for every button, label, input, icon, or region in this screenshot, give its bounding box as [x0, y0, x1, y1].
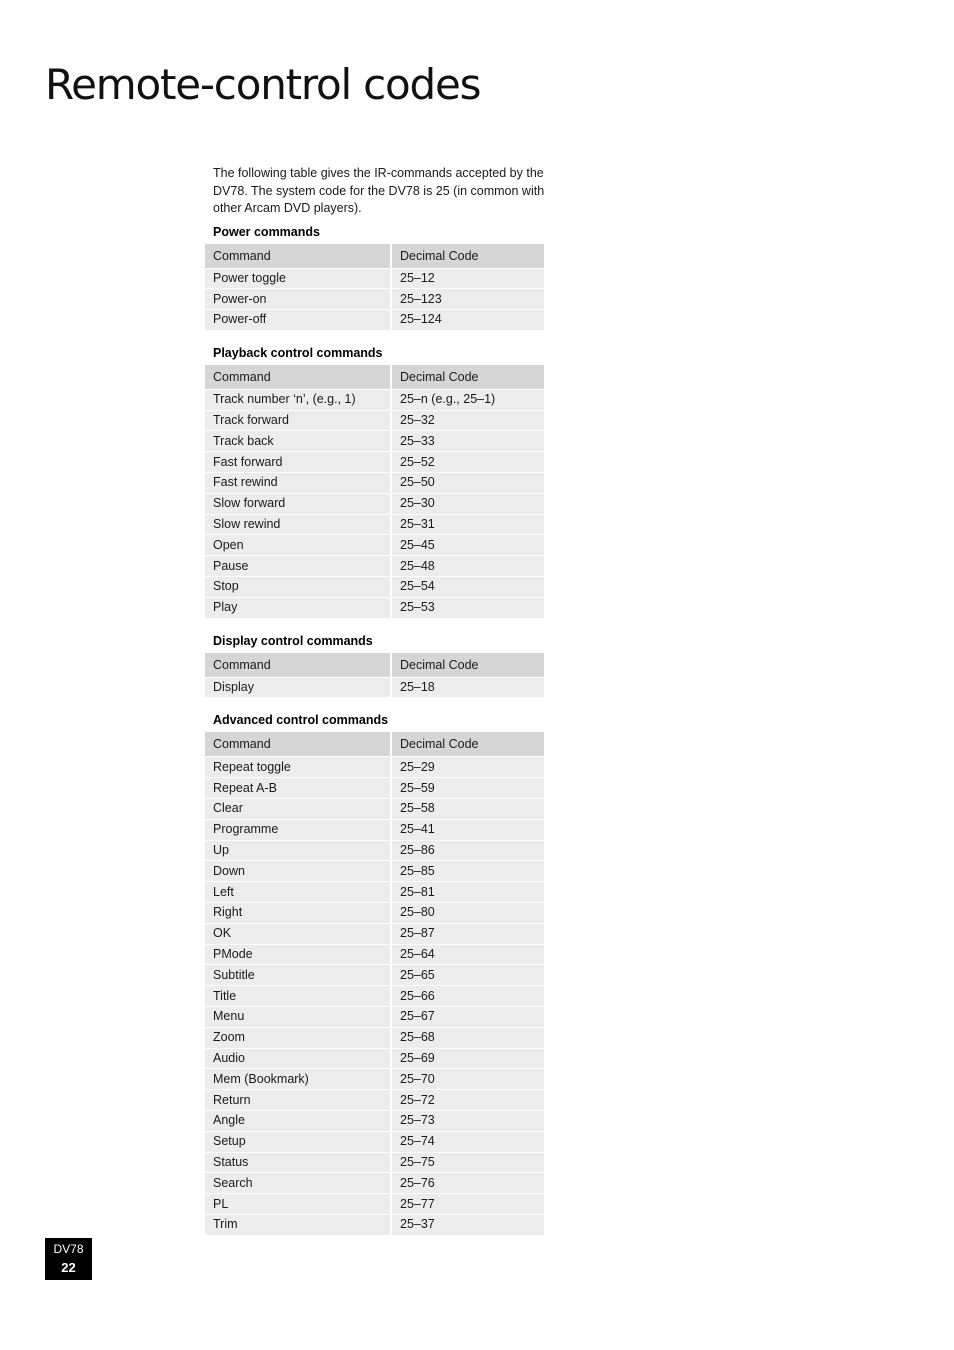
table-row — [205, 1048, 544, 1069]
command-section — [205, 712, 545, 1235]
code-cell: 25–66 — [391, 986, 544, 1007]
command-sections — [205, 224, 545, 1236]
table-row — [205, 410, 544, 431]
code-cell: 25–31 — [391, 514, 544, 535]
table-row — [205, 310, 544, 331]
command-cell: Return — [205, 1090, 391, 1111]
section-heading: Display control commands — [213, 633, 373, 648]
column-header-code: Decimal Code — [391, 732, 544, 757]
table-header-row — [205, 365, 544, 390]
command-cell: Display — [205, 677, 391, 698]
table-row — [205, 577, 544, 598]
column-header-code: Decimal Code — [391, 653, 544, 678]
command-cell: Power-off — [205, 310, 391, 331]
column-header-command: Command — [205, 653, 391, 678]
code-cell: 25–77 — [391, 1194, 544, 1215]
code-cell: 25–32 — [391, 410, 544, 431]
code-cell: 25–30 — [391, 493, 544, 514]
code-cell: 25–87 — [391, 923, 544, 944]
code-cell: 25–52 — [391, 452, 544, 473]
table-row — [205, 1173, 544, 1194]
table-row — [205, 1152, 544, 1173]
table-row — [205, 535, 544, 556]
code-cell: 25–41 — [391, 819, 544, 840]
section-heading: Power commands — [213, 224, 320, 239]
table-row — [205, 268, 544, 289]
command-cell: Zoom — [205, 1027, 391, 1048]
code-cell: 25–67 — [391, 1007, 544, 1028]
table-row — [205, 1027, 544, 1048]
table-row — [205, 819, 544, 840]
command-cell: Repeat A-B — [205, 778, 391, 799]
page-footer — [45, 1238, 92, 1280]
table-row — [205, 986, 544, 1007]
table-row — [205, 677, 544, 698]
code-cell: 25–50 — [391, 473, 544, 494]
command-table — [205, 653, 544, 699]
command-cell: Pause — [205, 556, 391, 577]
column-header-command: Command — [205, 244, 391, 269]
code-cell: 25–123 — [391, 289, 544, 310]
command-cell: PL — [205, 1194, 391, 1215]
code-cell: 25–58 — [391, 799, 544, 820]
command-cell: Status — [205, 1152, 391, 1173]
command-cell: Slow rewind — [205, 514, 391, 535]
code-cell: 25–86 — [391, 840, 544, 861]
code-cell: 25–75 — [391, 1152, 544, 1173]
code-cell: 25–68 — [391, 1027, 544, 1048]
table-row — [205, 473, 544, 494]
code-cell: 25–81 — [391, 882, 544, 903]
code-cell: 25–29 — [391, 757, 544, 778]
column-header-code: Decimal Code — [391, 244, 544, 269]
command-cell: Right — [205, 903, 391, 924]
code-cell: 25–74 — [391, 1131, 544, 1152]
command-cell: Track number ‘n’, (e.g., 1) — [205, 389, 391, 410]
table-row — [205, 389, 544, 410]
table-row — [205, 1111, 544, 1132]
command-cell: Track forward — [205, 410, 391, 431]
command-cell: Audio — [205, 1048, 391, 1069]
command-cell: Mem (Bookmark) — [205, 1069, 391, 1090]
intro-paragraph: The following table gives the IR-commands accepted by the DV78. The system code for the DV78 is 25 (in common with other Arcam DVD players). — [213, 166, 545, 215]
table-header-row — [205, 732, 544, 757]
table-row — [205, 493, 544, 514]
code-cell: 25–53 — [391, 597, 544, 618]
code-cell: 25–80 — [391, 903, 544, 924]
command-cell: Stop — [205, 577, 391, 598]
table-row — [205, 778, 544, 799]
command-section — [205, 633, 545, 699]
command-table — [205, 244, 544, 331]
table-header-row — [205, 653, 544, 678]
table-row — [205, 1214, 544, 1235]
table-row — [205, 1090, 544, 1111]
code-cell: 25–64 — [391, 944, 544, 965]
command-cell: Slow forward — [205, 493, 391, 514]
footer-model: DV78 — [53, 1242, 84, 1256]
command-cell: OK — [205, 923, 391, 944]
table-row — [205, 431, 544, 452]
table-row — [205, 289, 544, 310]
command-cell: Play — [205, 597, 391, 618]
code-cell: 25–45 — [391, 535, 544, 556]
table-row — [205, 1007, 544, 1028]
table-row — [205, 597, 544, 618]
page-number: 22 — [61, 1260, 76, 1275]
command-section — [205, 345, 545, 619]
table-row — [205, 799, 544, 820]
table-header-row — [205, 244, 544, 269]
code-cell: 25–72 — [391, 1090, 544, 1111]
table-row — [205, 923, 544, 944]
code-cell: 25–33 — [391, 431, 544, 452]
command-section — [205, 224, 545, 331]
column-header-command: Command — [205, 732, 391, 757]
command-cell: Trim — [205, 1214, 391, 1235]
command-cell: Repeat toggle — [205, 757, 391, 778]
command-cell: Setup — [205, 1131, 391, 1152]
table-row — [205, 944, 544, 965]
section-heading: Advanced control commands — [213, 713, 389, 728]
table-row — [205, 965, 544, 986]
table-row — [205, 882, 544, 903]
table-row — [205, 514, 544, 535]
command-table — [205, 732, 544, 1235]
code-cell: 25–54 — [391, 577, 544, 598]
code-cell: 25–48 — [391, 556, 544, 577]
table-row — [205, 1131, 544, 1152]
command-cell: Fast rewind — [205, 473, 391, 494]
command-cell: Down — [205, 861, 391, 882]
code-cell: 25–70 — [391, 1069, 544, 1090]
code-cell: 25–73 — [391, 1111, 544, 1132]
command-cell: Clear — [205, 799, 391, 820]
command-cell: Track back — [205, 431, 391, 452]
code-cell: 25–76 — [391, 1173, 544, 1194]
command-cell: Left — [205, 882, 391, 903]
section-heading: Playback control commands — [213, 345, 383, 360]
code-cell: 25–85 — [391, 861, 544, 882]
command-cell: Power-on — [205, 289, 391, 310]
command-cell: Menu — [205, 1007, 391, 1028]
code-cell: 25–37 — [391, 1214, 544, 1235]
code-cell: 25–65 — [391, 965, 544, 986]
command-cell: Fast forward — [205, 452, 391, 473]
code-cell: 25–n (e.g., 25–1) — [391, 389, 544, 410]
table-row — [205, 1069, 544, 1090]
code-cell: 25–124 — [391, 310, 544, 331]
code-cell: 25–59 — [391, 778, 544, 799]
table-row — [205, 861, 544, 882]
page-title: Remote-control codes — [45, 60, 481, 109]
command-cell: Subtitle — [205, 965, 391, 986]
command-cell: Up — [205, 840, 391, 861]
command-cell: PMode — [205, 944, 391, 965]
table-row — [205, 757, 544, 778]
command-cell: Programme — [205, 819, 391, 840]
command-cell: Title — [205, 986, 391, 1007]
command-cell: Angle — [205, 1111, 391, 1132]
command-cell: Open — [205, 535, 391, 556]
table-row — [205, 1194, 544, 1215]
table-row — [205, 556, 544, 577]
column-header-command: Command — [205, 365, 391, 390]
code-cell: 25–69 — [391, 1048, 544, 1069]
column-header-code: Decimal Code — [391, 365, 544, 390]
table-row — [205, 452, 544, 473]
code-cell: 25–18 — [391, 677, 544, 698]
command-table — [205, 365, 544, 619]
code-cell: 25–12 — [391, 268, 544, 289]
table-row — [205, 903, 544, 924]
table-row — [205, 840, 544, 861]
command-cell: Search — [205, 1173, 391, 1194]
command-cell: Power toggle — [205, 268, 391, 289]
content-column — [205, 165, 545, 1236]
